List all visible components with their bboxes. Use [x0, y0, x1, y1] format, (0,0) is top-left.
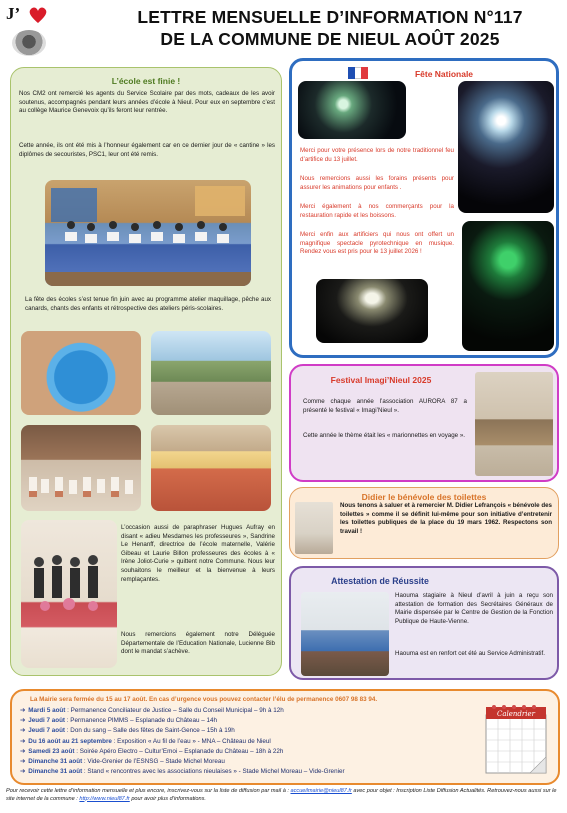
- haouma-photo: [301, 592, 389, 676]
- mairie-email-link[interactable]: accueilmairie@nieul87.fr: [290, 788, 352, 794]
- fete-text-3: Merci également à nos commerçants pour la restauration rapide et les boissons.: [300, 203, 454, 219]
- event-text: : Don du sang – Salle des fêtes de Saint-Gence – 15h à 19h: [65, 727, 235, 735]
- school-paragraph-5: Nous remercions également notre Déléguée Départementale de l’Education Nationale, Lucienne Bib dont le mandat s’achève.: [121, 631, 275, 656]
- event-date: Dimanche 31 août: [28, 758, 83, 766]
- arrow-icon: ➔: [20, 758, 26, 766]
- event-text: : Vide-Grenier de l’ESNSG – Stade Michel Moreau: [82, 758, 225, 766]
- singing-children-illustration: [21, 425, 141, 511]
- event-item: [20, 757, 470, 767]
- teachers-illustration: [21, 520, 117, 668]
- diploma-class-illustration: [45, 180, 251, 286]
- crowd-night-photo: [316, 279, 428, 343]
- arrow-icon: ➔: [20, 707, 26, 714]
- events-list: [20, 706, 470, 777]
- heart-icon: [28, 6, 48, 24]
- event-item: [20, 767, 470, 777]
- face-painting-photo: [151, 425, 271, 511]
- event-item: [20, 706, 470, 716]
- fireworks-photo-1: [298, 81, 406, 139]
- event-text: : Exposition « Au fil de l’eau » - MNA – Château de Nieul: [111, 737, 271, 745]
- fete-title: Fête Nationale: [414, 69, 474, 79]
- logo-text: J’: [6, 4, 21, 23]
- event-item: [20, 737, 470, 747]
- logo-emblem: [12, 30, 46, 56]
- attestation-text-2: Haouma est en renfort cet été au Service Administratif.: [395, 650, 545, 657]
- didier-text: Nous tenons à saluer et à remercier M. Didier Lefrançois « bénévole des toilettes » comme il se définit lui-même pour son initiative d’entretenir les toilettes publiques de la place du 19 mars 1962. Respectons son travail !: [340, 502, 552, 535]
- arrow-icon: ➔: [20, 768, 26, 776]
- event-item: [20, 747, 470, 757]
- event-text: : Permanence PIMMS – Esplanade du Château – 14h: [65, 717, 217, 725]
- event-item: [20, 726, 470, 736]
- page-header: [0, 0, 567, 62]
- toilets-photo: [295, 502, 333, 554]
- mairie-closure-notice: La Mairie sera fermée du 15 au 17 août. En cas d’urgence vous pouvez contacter l’élu de permanence 0607 98 83 94.: [30, 696, 378, 703]
- event-date: Jeudi 7 août: [28, 717, 66, 725]
- footer-text-1: Pour recevoir cette lettre d’information mensuelle et plus encore, inscrivez-vous sur la liste de diffusion par mail à :: [6, 788, 291, 794]
- didier-title: Didier le bénévole des toilettes: [361, 492, 487, 502]
- page-title: [100, 6, 560, 50]
- duck-fishing-photo: [21, 331, 141, 415]
- event-text: : Stand « rencontres avec les associations nieulaises » - Stade Michel Moreau – Vide-Grenier: [82, 768, 345, 776]
- event-text: : Permanence Conciliateur de Justice – Salle du Conseil Municipal – 9h à 12h: [65, 707, 284, 714]
- arrow-icon: ➔: [20, 727, 26, 735]
- event-date: Mardi 5 août: [28, 707, 66, 714]
- attestation-text-1: Haouma stagiaire à Nieul d’avril à juin a reçu son attestation de formation des Secrétaires Généraux de Mairie dispensée par le Centre de Gestion de la Fonction Publique de Haute-Vienne.: [395, 592, 553, 625]
- school-paragraph-2: Cette année, ils ont été mis à l’honneur également car en ce dernier jour de « cantine » les diplômes de secouristes, PSC1, leur ont été remis.: [19, 142, 275, 158]
- fete-nationale-panel: [289, 58, 559, 358]
- arrow-icon: ➔: [20, 737, 26, 745]
- teachers-farewell-photo: [21, 520, 117, 668]
- event-date: Jeudi 7 août: [28, 727, 66, 735]
- fireworks-photo-3: [462, 221, 554, 351]
- school-panel: [10, 67, 282, 676]
- arrow-icon: ➔: [20, 747, 26, 755]
- marionette-show-photo: [475, 372, 553, 476]
- arrow-icon: ➔: [20, 717, 26, 725]
- french-flag-icon: [348, 67, 368, 79]
- event-date: Dimanche 31 août: [28, 768, 83, 776]
- event-text: : Soirée Apéro Electro – Cultur’Emoi – Esplanade du Château – 18h à 22h: [74, 747, 284, 755]
- school-paragraph-1: Nos CM2 ont remercié les agents du Service Scolaire par des mots, cadeaux de les avoir soutenus, accompagnés pendant leurs années d’école à Nieul. Pour eux en septembre c’est au collège Maurice Genevoix qu’ils feront leur rentrée.: [19, 90, 275, 115]
- imaginieul-text-1: Comme chaque année l’association AURORA 87 a présenté le festival « Imagi’Nieul ».: [303, 398, 467, 414]
- events-panel: [10, 689, 560, 785]
- website-link[interactable]: http://www.nieul87.fr: [79, 795, 130, 802]
- attestation-panel: [289, 566, 559, 680]
- children-singing-photo: [21, 425, 141, 511]
- title-line-1: LETTRE MENSUELLE D’INFORMATION N°117: [137, 7, 523, 27]
- fireworks-photo-2: [458, 81, 554, 213]
- school-paragraph-4: L’occasion aussi de paraphraser Hugues Aufray en disant « adieu Mesdames les professeures », Sandrine Le Henanff, directrice de l’école maternelle, Valérie Gibeau et Laurie Billon professeures des écoles à « Irène Joliot-Curie » quittent notre Commune. Nous leur souhaitons le meilleur et la bienvenue à leurs remplaçantes.: [121, 524, 275, 583]
- event-date: Samedi 23 août: [28, 747, 75, 755]
- attestation-title: Attestation de Réussite: [331, 576, 429, 586]
- event-item: [20, 716, 470, 726]
- imaginieul-panel: [289, 364, 559, 482]
- footer-text-3: pour avoir plus d’informations.: [129, 795, 206, 802]
- fete-text-4: Merci enfin aux artificiers qui nous ont offert un magnifique spectacle pyrotechnique en musique. Rendez vous est pris pour le 13 juillet 2026 !: [300, 231, 454, 256]
- calendar-icon: [480, 699, 552, 777]
- diploma-class-photo: [45, 180, 251, 286]
- imaginieul-title: Festival Imagi’Nieul 2025: [330, 375, 432, 385]
- title-line-2: DE LA COMMUNE DE NIEUL AOÛT 2025: [160, 29, 500, 49]
- school-paragraph-3: La fête des écoles s’est tenue fin juin avec au programme atelier maquillage, pêche aux canards, chants des enfants et rétrospective des ateliers péris-scolaires.: [25, 296, 271, 312]
- subscription-footer: [6, 788, 561, 803]
- imaginieul-text-2: Cette année le thème était les « marionnettes en voyage ».: [303, 432, 466, 439]
- school-title: L’école est finie !: [111, 76, 181, 86]
- fete-text-1: Merci pour votre présence lors de notre traditionnel feu d’artifice du 13 juillet.: [300, 147, 454, 163]
- calendar-label: Calendrier: [497, 710, 535, 718]
- footer-text-2: avec pour objet : Inscription Liste Diffusion Actualités. Retrouvez-nous aussi sur le site internet de la commune :: [6, 788, 557, 802]
- commune-logo: [6, 4, 58, 58]
- didier-panel: [289, 487, 559, 559]
- fete-text-2: Nous remercions aussi les forains présents pour assurer les animations pour enfants .: [300, 175, 454, 191]
- event-date: Du 16 août au 21 septembre: [28, 737, 112, 745]
- outdoor-stand-photo: [151, 331, 271, 415]
